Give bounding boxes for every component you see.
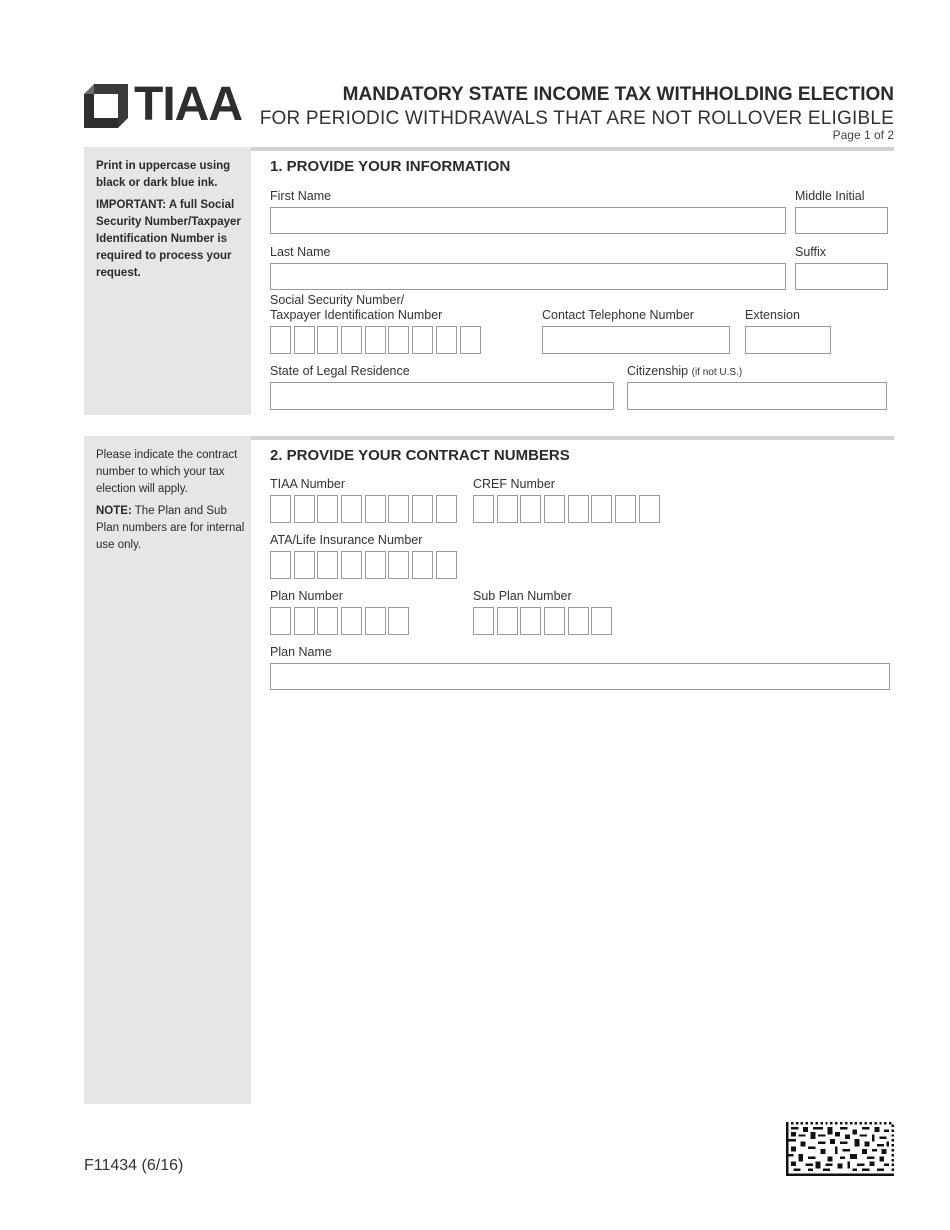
- cref-number-field[interactable]: [473, 495, 662, 523]
- plan-digit-box[interactable]: [341, 607, 362, 635]
- cref-digit-box[interactable]: [473, 495, 494, 523]
- sub-plan-number-field[interactable]: [473, 607, 614, 635]
- citizenship-field[interactable]: [627, 382, 887, 410]
- plan-name-field[interactable]: [270, 663, 890, 690]
- last-name-field[interactable]: [270, 263, 786, 290]
- tiaa-digit-box[interactable]: [365, 495, 386, 523]
- middle-initial-label: Middle Initial: [795, 189, 865, 203]
- sub-plan-digit-box[interactable]: [568, 607, 589, 635]
- tiaa-logo-mark-icon: [84, 84, 128, 128]
- ata-digit-box[interactable]: [317, 551, 338, 579]
- ata-digit-box[interactable]: [270, 551, 291, 579]
- suffix-label: Suffix: [795, 245, 827, 259]
- ssn-digit-box[interactable]: [436, 326, 457, 354]
- ssn-digit-box[interactable]: [388, 326, 409, 354]
- state-residence-label: State of Legal Residence: [270, 364, 410, 378]
- plan-digit-box[interactable]: [294, 607, 315, 635]
- logo-text: TIAA: [134, 78, 242, 131]
- form-title: MANDATORY STATE INCOME TAX WITHHOLDING ELECTION: [342, 84, 894, 105]
- section2-title: 2. PROVIDE YOUR CONTRACT NUMBERS: [270, 447, 570, 464]
- sub-plan-digit-box[interactable]: [591, 607, 612, 635]
- phone-label: Contact Telephone Number: [542, 308, 694, 322]
- tiaa-digit-box[interactable]: [294, 495, 315, 523]
- section1-divider: [251, 147, 894, 151]
- ssn-field[interactable]: [270, 326, 482, 354]
- sidebar-important-note: IMPORTANT: A full Social Security Number/Taxpayer Identification Number is required to process your request.: [96, 199, 241, 279]
- form-subtitle: FOR PERIODIC WITHDRAWALS THAT ARE NOT ROLLOVER ELIGIBLE: [259, 108, 894, 129]
- tiaa-digit-box[interactable]: [270, 495, 291, 523]
- tiaa-logo: [84, 78, 254, 131]
- note-text: The Plan and Sub Plan numbers are for internal use only.: [96, 505, 245, 551]
- tiaa-digit-box[interactable]: [317, 495, 338, 523]
- plan-digit-box[interactable]: [388, 607, 409, 635]
- section1-sidebar: [84, 147, 251, 415]
- tiaa-digit-box[interactable]: [412, 495, 433, 523]
- ata-number-field[interactable]: [270, 551, 459, 579]
- plan-number-field[interactable]: [270, 607, 411, 635]
- plan-number-label: Plan Number: [270, 589, 343, 603]
- datamatrix-barcode-icon: [785, 1122, 895, 1176]
- ssn-digit-box[interactable]: [341, 326, 362, 354]
- ata-digit-box[interactable]: [412, 551, 433, 579]
- ssn-digit-box[interactable]: [365, 326, 386, 354]
- sidebar-plan-note: [96, 503, 245, 554]
- form-number: F11434 (6/16): [84, 1157, 184, 1174]
- ssn-label-line1: Social Security Number/: [270, 293, 405, 307]
- phone-field[interactable]: [542, 326, 730, 354]
- state-residence-field[interactable]: [270, 382, 614, 410]
- ata-digit-box[interactable]: [365, 551, 386, 579]
- cref-digit-box[interactable]: [615, 495, 636, 523]
- tiaa-digit-box[interactable]: [341, 495, 362, 523]
- extension-field[interactable]: [745, 326, 831, 354]
- sidebar-contract-instruction: Please indicate the contract number to which your tax election will apply.: [96, 449, 238, 495]
- middle-initial-field[interactable]: [795, 207, 888, 234]
- sub-plan-digit-box[interactable]: [497, 607, 518, 635]
- first-name-field[interactable]: [270, 207, 786, 234]
- ata-digit-box[interactable]: [341, 551, 362, 579]
- tiaa-number-field[interactable]: [270, 495, 459, 523]
- cref-digit-box[interactable]: [568, 495, 589, 523]
- citizenship-note: (if not U.S.): [691, 367, 743, 378]
- ata-number-label: ATA/Life Insurance Number: [270, 533, 423, 547]
- plan-name-label: Plan Name: [270, 645, 332, 659]
- ata-digit-box[interactable]: [294, 551, 315, 579]
- ssn-digit-box[interactable]: [412, 326, 433, 354]
- plan-digit-box[interactable]: [365, 607, 386, 635]
- sub-plan-digit-box[interactable]: [520, 607, 541, 635]
- tiaa-digit-box[interactable]: [388, 495, 409, 523]
- ssn-digit-box[interactable]: [460, 326, 481, 354]
- section2-divider: [251, 436, 894, 440]
- page-indicator: Page 1 of 2: [832, 128, 894, 142]
- ata-digit-box[interactable]: [388, 551, 409, 579]
- section1-title: 1. PROVIDE YOUR INFORMATION: [270, 158, 511, 175]
- section2-sidebar: [84, 436, 251, 1104]
- sub-plan-digit-box[interactable]: [473, 607, 494, 635]
- ssn-digit-box[interactable]: [317, 326, 338, 354]
- extension-label: Extension: [745, 308, 800, 322]
- sidebar-instruction: Print in uppercase using black or dark blue ink.: [96, 160, 231, 189]
- ssn-label-line2: Taxpayer Identification Number: [270, 308, 443, 322]
- ssn-digit-box[interactable]: [294, 326, 315, 354]
- tiaa-number-label: TIAA Number: [270, 477, 346, 491]
- cref-digit-box[interactable]: [520, 495, 541, 523]
- cref-digit-box[interactable]: [639, 495, 660, 523]
- tiaa-digit-box[interactable]: [436, 495, 457, 523]
- sub-plan-number-label: Sub Plan Number: [473, 589, 572, 603]
- citizenship-label-text: Citizenship: [627, 364, 689, 378]
- suffix-field[interactable]: [795, 263, 888, 290]
- plan-digit-box[interactable]: [317, 607, 338, 635]
- citizenship-label: [627, 364, 742, 380]
- cref-digit-box[interactable]: [544, 495, 565, 523]
- plan-digit-box[interactable]: [270, 607, 291, 635]
- first-name-label: First Name: [270, 189, 332, 203]
- sub-plan-digit-box[interactable]: [544, 607, 565, 635]
- cref-number-label: CREF Number: [473, 477, 555, 491]
- note-label: NOTE:: [96, 505, 132, 517]
- cref-digit-box[interactable]: [497, 495, 518, 523]
- ata-digit-box[interactable]: [436, 551, 457, 579]
- cref-digit-box[interactable]: [591, 495, 612, 523]
- ssn-digit-box[interactable]: [270, 326, 291, 354]
- last-name-label: Last Name: [270, 245, 331, 259]
